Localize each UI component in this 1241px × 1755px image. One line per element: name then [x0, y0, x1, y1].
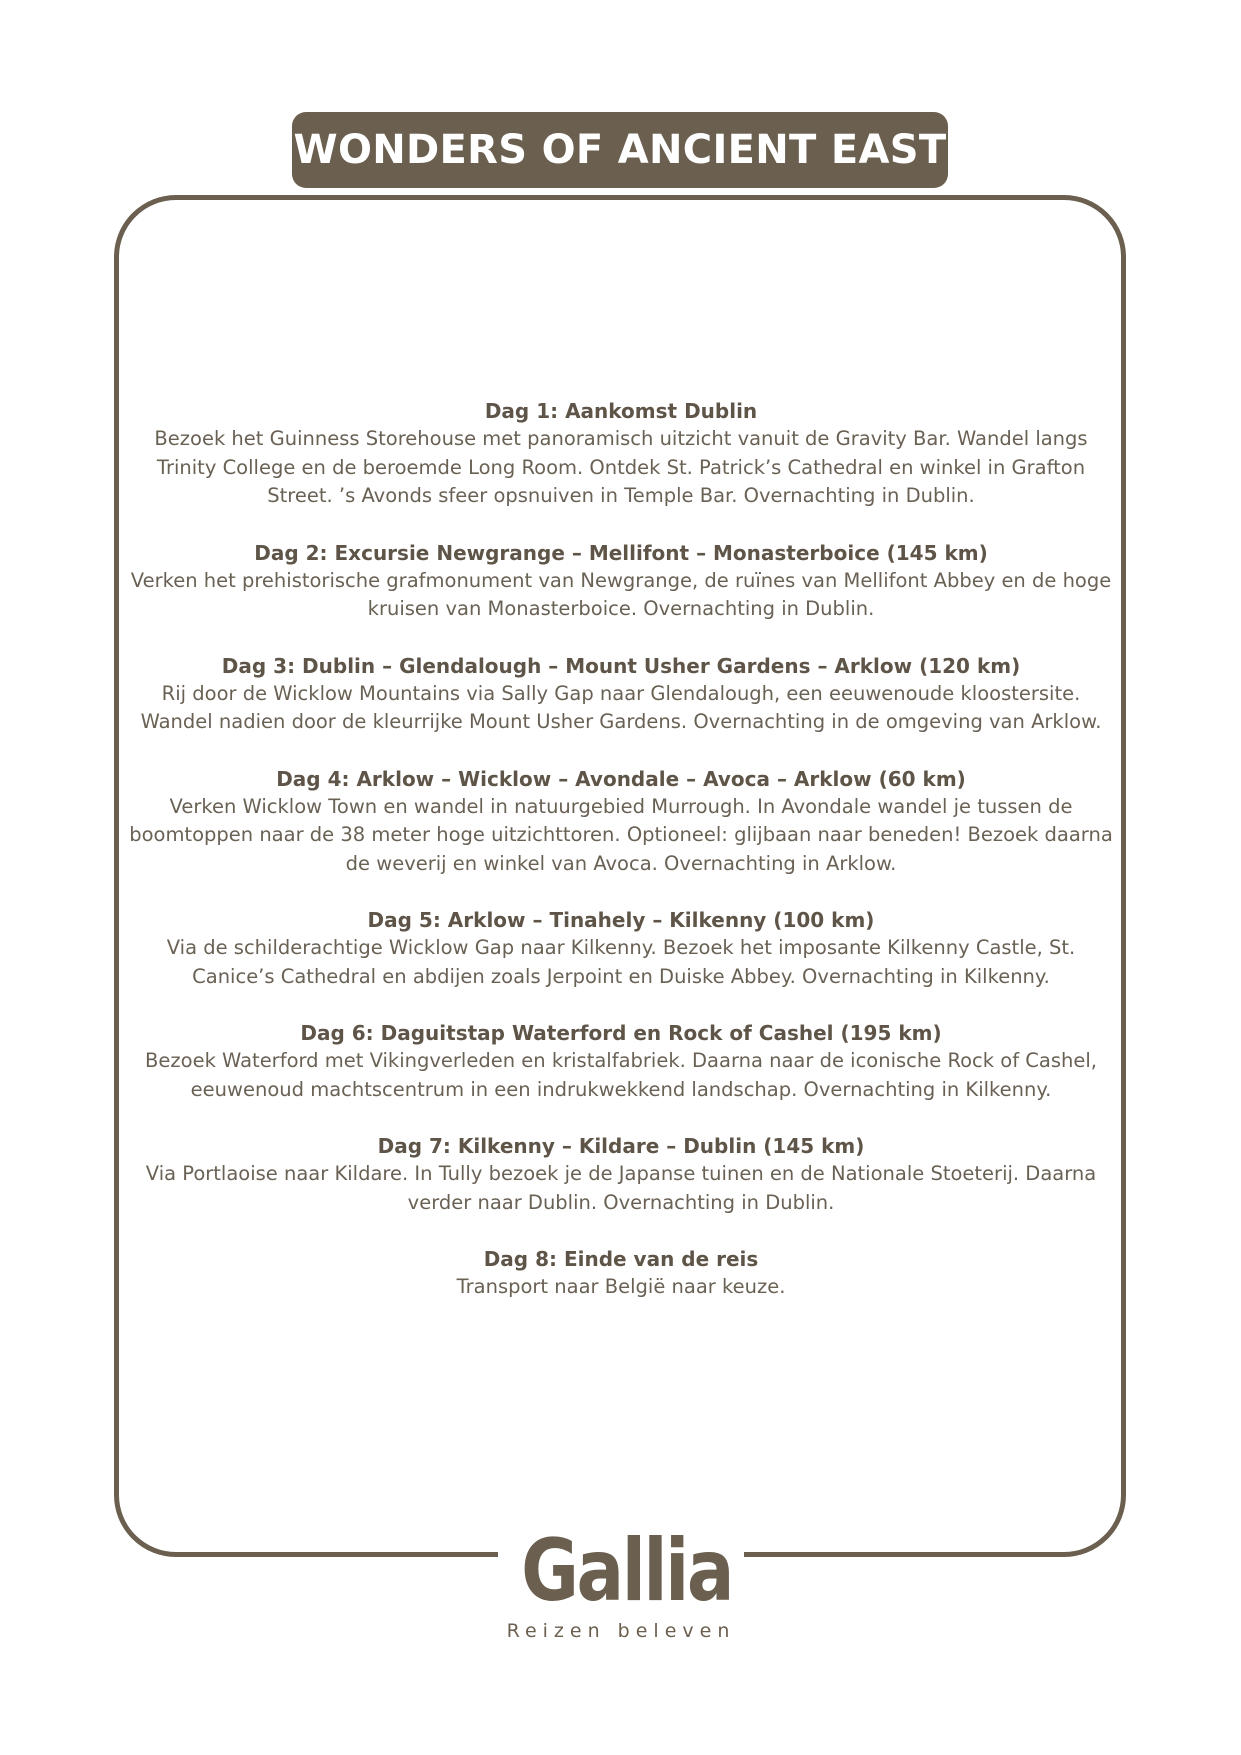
day-description: Via de schilderachtige Wicklow Gap naar Kilkenny. Bezoek het imposante Kilkenny Castle, St. Canice’s Cathedral en abdijen zoals Jerpoint en Duiske Abbey. Overnachting in Kilkenny. — [166, 936, 1076, 988]
day-description: Bezoek het Guinness Storehouse met panoramisch uitzicht vanuit de Gravity Bar. Wandel langs Trinity College en de beroemde Long Room. Ontdek St. Patrick’s Cathedral en winkel in Grafton Street. ’s Avonds sfeer opsnuiven in Temple Bar. Overnachting in Dublin. — [154, 427, 1088, 507]
day-description: Transport naar België naar keuze. — [456, 1275, 786, 1298]
day-description: Verken Wicklow Town en wandel in natuurgebied Murrough. In Avondale wandel je tussen de boomtoppen naar de 38 meter hoge uitzichttoren. Optioneel: glijbaan naar beneden! Bezoek daarna de weverij en winkel van Avoca. Overnachting in Arklow. — [129, 794, 1113, 875]
itinerary-day-2 — [126, 539, 1116, 624]
day-title: Dag 7: Kilkenny – Kildare – Dublin (145 km) — [377, 1134, 865, 1158]
day-title: Dag 5: Arklow – Tinahely – Kilkenny (100 km) — [367, 908, 875, 932]
itinerary-day-3 — [126, 652, 1116, 737]
itinerary-day-1 — [126, 397, 1116, 511]
day-description: Rij door de Wicklow Mountains via Sally Gap naar Glendalough, een eeuwenoude kloostersite. Wandel nadien door de kleurrijke Mount Usher Gardens. Overnachting in de omgeving van Arklow. — [140, 681, 1102, 733]
logo-tagline: Reizen beleven — [506, 1620, 736, 1642]
itinerary-day-8 — [126, 1245, 1116, 1302]
itinerary-day-7 — [126, 1132, 1116, 1217]
day-title: Dag 1: Aankomst Dublin — [484, 399, 758, 423]
day-title: Dag 8: Einde van de reis — [483, 1247, 759, 1271]
itinerary-day-5 — [126, 906, 1116, 991]
day-description: Verken het prehistorische grafmonument van Newgrange, de ruïnes van Mellifont Abbey en de hoge kruisen van Monasterboice. Overnachting in Dublin. — [130, 568, 1112, 620]
itinerary-day-6 — [126, 1019, 1116, 1104]
day-title: Dag 2: Excursie Newgrange – Mellifont – Monasterboice (145 km) — [254, 540, 988, 565]
page-title: WONDERS OF ANCIENT EAST — [293, 127, 947, 173]
gallia-logo — [498, 1521, 744, 1642]
day-title: Dag 4: Arklow – Wicklow – Avondale – Avoca – Arklow (60 km) — [276, 766, 966, 791]
title-banner — [292, 112, 948, 188]
day-description: Via Portlaoise naar Kildare. In Tully bezoek je de Japanse tuinen en de Nationale Stoeterij. Daarna verder naar Dublin. Overnachting in Dublin. — [145, 1162, 1097, 1214]
logo-wordmark: Gallia — [521, 1521, 732, 1621]
itinerary-day-4 — [126, 765, 1116, 879]
day-title: Dag 3: Dublin – Glendalough – Mount Usher Gardens – Arklow (120 km) — [221, 653, 1021, 678]
day-description: Bezoek Waterford met Vikingverleden en kristalfabriek. Daarna naar de iconische Rock of Cashel, eeuwenoud machtscentrum in een indrukwekkend landschap. Overnachting in Kilkenny. — [145, 1049, 1097, 1101]
day-title: Dag 6: Daguitstap Waterford en Rock of Cashel (195 km) — [300, 1021, 942, 1045]
itinerary — [126, 397, 1116, 1330]
